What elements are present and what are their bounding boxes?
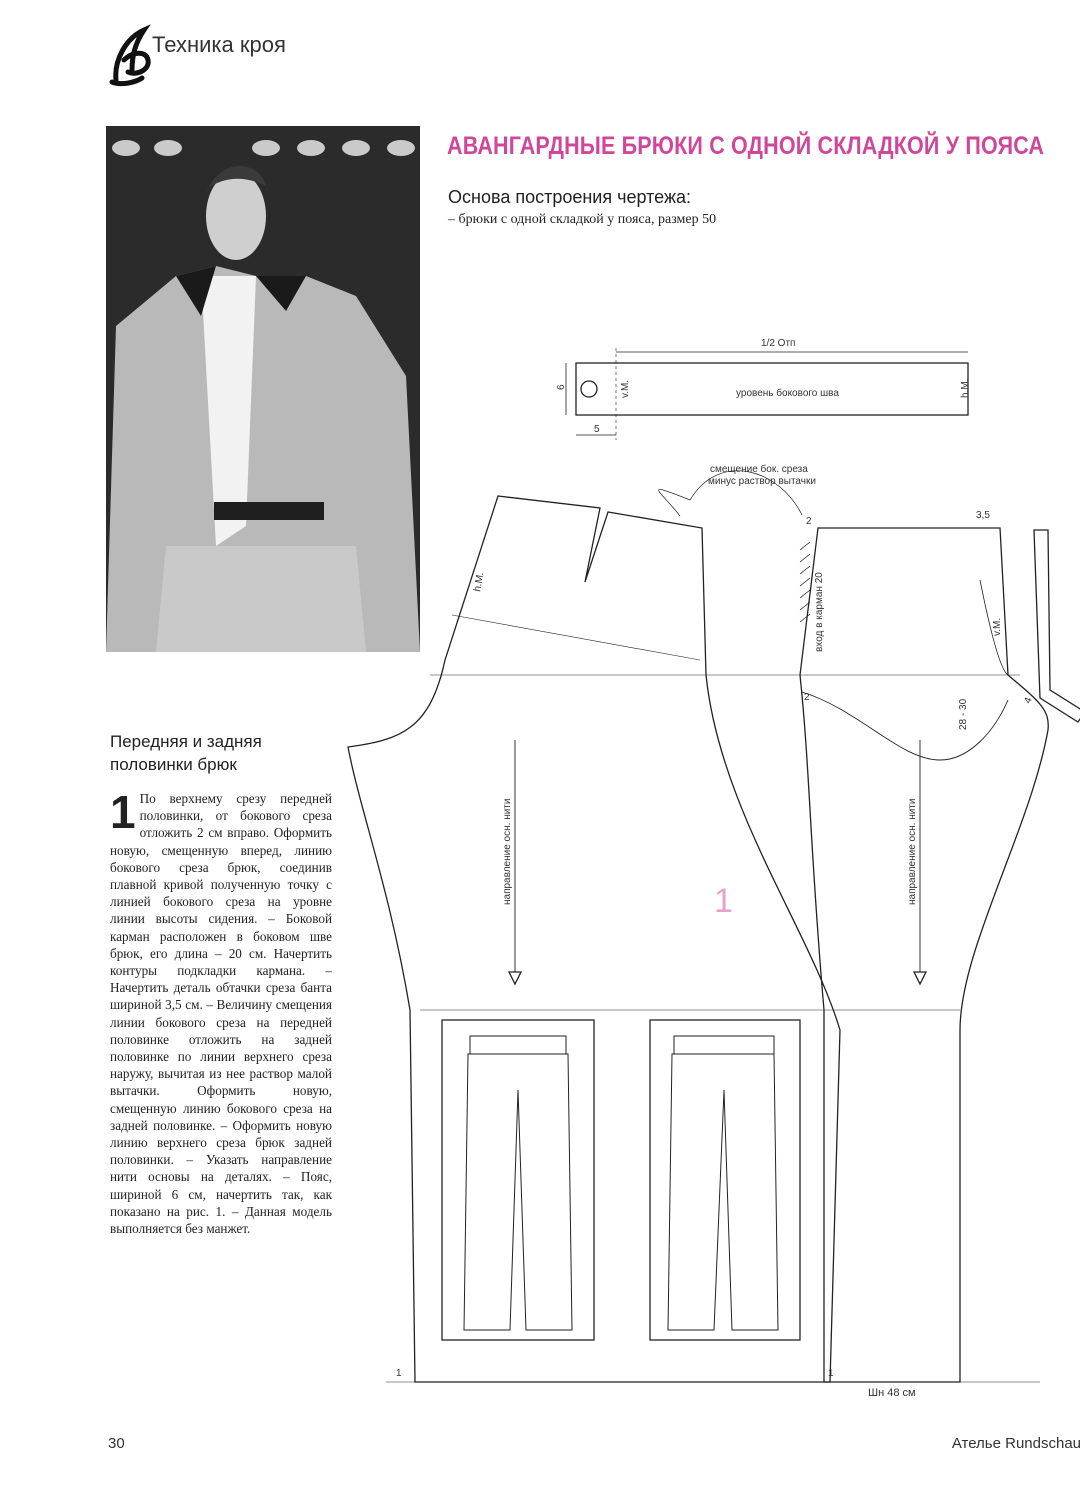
dim-4: 4 [1022,696,1035,706]
page-number: 30 [108,1435,125,1452]
hem-width-label: Шн 48 см [868,1387,916,1399]
magazine-name: Ателье Rundschau [951,1435,1081,1452]
halves-heading [110,730,330,776]
step-number: 1 [110,786,136,838]
hem-mark-left: 1 [396,1368,402,1379]
instructions-text [110,786,332,1237]
facing-piece [1034,530,1080,722]
side-shift-note-2: минус раствор вытачки [708,476,816,487]
mark-waistband-front: v.M. [620,379,631,398]
dim-waistband-height: 6 [556,384,567,390]
mark-front-hm: h.M. [472,571,487,593]
article-headline: АВАНГАРДНЫЕ БРЮКИ С ОДНОЙ СКЛАДКОЙ У ПОЯСА [447,132,1045,160]
pocket-entry-label: вход в карман 20 [814,572,825,652]
dim-waistband-offset: 5 [594,424,600,435]
mark-waistband-back: h.M. [960,378,971,398]
waistband-side-seam-label: уровень бокового шва [736,388,839,399]
dim-2-top: 2 [806,516,812,527]
back-half-outline [800,528,1048,1382]
basis-subtitle: – брюки с одной складкой у пояса, размер 50 [448,212,717,227]
dim-2-bottom: 2 [804,692,810,703]
halves-heading-line1: Передняя и задняя [110,732,262,751]
pattern-drawing [340,330,1080,1400]
instructions-body: По верхнему срезу передней половинки, от бокового среза отложить 2 см вправо. Оформить новую, смещенную вперед, линию бокового среза брюк, соединив плавной кривой полученную точку с линией бокового среза на уровне линии высоты сидения. – Боковой карман расположен в боковом шве брюк, его длина – 20 см. Начертить контуры подкладки кармана. – Начертить деталь обтачки среза банта шириной 3,5 см. – Величину смещения линии бокового среза на передней половинке отложить на задней половинке по линии верхнего среза наружу, вычитая из нее раствор малой вытачки. Оформить новую, смещенную линию бокового среза на задней половинке. – Оформить новую линию верхнего среза брюк задней половинки. – Указать направление нити основы на деталях. – Пояс, шириной 6 см, начертить так, как показано на рис. 1. – Данная модель выполняется без манжет. [110,791,332,1237]
figure-number: 1 [714,882,733,920]
side-shift-note-1: смещение бок. среза [710,464,808,475]
magazine-logo-icon [106,20,156,90]
grain-label-back: направление осн. нити [907,798,918,905]
halves-heading-line2: половинки брюк [110,755,237,774]
button-icon [581,381,597,397]
mark-back-vm: v.M. [992,617,1003,636]
dim-3-5: 3,5 [976,510,990,521]
basis-title: Основа построения чертежа: [448,187,692,207]
hem-mark-right: 1 [828,1368,834,1379]
dim-28-30: 28 - 30 [958,698,969,730]
section-title: Техника кроя [152,32,286,57]
dim-half-waist: 1/2 Отп [761,338,796,349]
grain-label-front: направление осн. нити [502,798,513,905]
